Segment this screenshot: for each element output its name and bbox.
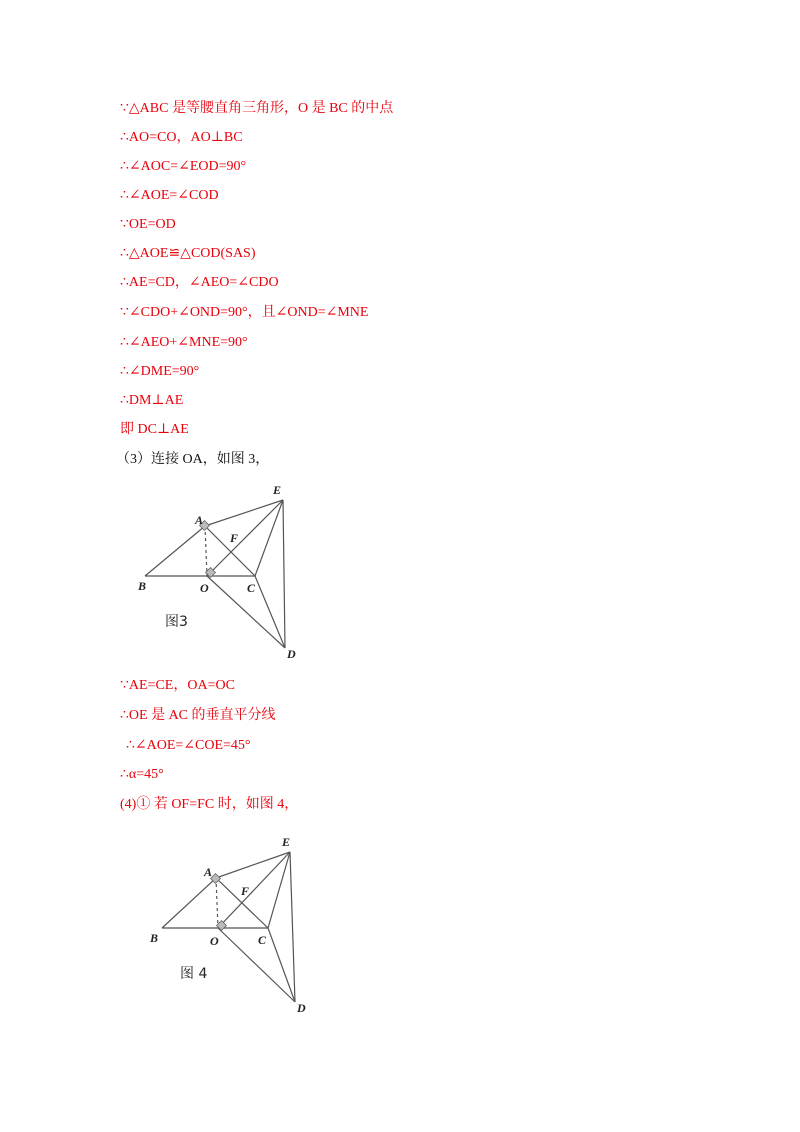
- proof-line: ∴AO=CO，AO⊥BC: [120, 130, 243, 145]
- figure-caption: 图3: [165, 614, 188, 630]
- proof-line: ∵AE=CE，OA=OC: [120, 678, 235, 693]
- proof-line: ∴∠AEO+∠MNE=90°: [120, 335, 248, 350]
- segment-ao-dashed: [205, 526, 207, 576]
- segment-ae: [216, 852, 290, 878]
- segment-ae: [205, 500, 283, 526]
- segment-cd: [255, 576, 285, 648]
- point-label-f: F: [230, 531, 239, 545]
- point-label-a: A: [195, 513, 204, 527]
- segment-ab: [145, 526, 205, 576]
- segment-od: [207, 576, 285, 648]
- point-label-d: D: [297, 1001, 306, 1015]
- proof-line: ∴△AOE≌△COD(SAS): [120, 246, 256, 261]
- segment-ed: [283, 500, 285, 648]
- point-label-b: B: [138, 579, 147, 593]
- segment-od: [218, 928, 295, 1002]
- section-heading-part4: (4)① 若 OF=FC 时，如图 4，: [120, 797, 299, 812]
- geometry-figure-3: [135, 480, 315, 665]
- point-label-e: E: [282, 835, 291, 849]
- segment-cd: [268, 928, 295, 1002]
- proof-line: ∵△ABC 是等腰直角三角形，O 是 BC 的中点: [120, 101, 394, 116]
- proof-line: 即 DC⊥AE: [120, 422, 189, 437]
- point-label-c: C: [247, 581, 256, 595]
- geometry-figure-4: [140, 832, 325, 1017]
- point-label-o: O: [200, 581, 209, 595]
- point-label-o: O: [210, 934, 219, 948]
- point-label-b: B: [150, 931, 159, 945]
- proof-line: ∴∠AOE=∠COD: [120, 188, 219, 203]
- point-label-e: E: [273, 483, 282, 497]
- proof-line: ∴α=45°: [120, 767, 164, 782]
- proof-line: ∴OE 是 AC 的垂直平分线: [120, 708, 276, 723]
- point-label-c: C: [258, 933, 267, 947]
- figure-3-diagram: [135, 480, 315, 665]
- proof-line: ∴DM⊥AE: [120, 393, 184, 408]
- proof-line: ∴∠AOC=∠EOD=90°: [120, 159, 247, 174]
- segment-ec: [255, 500, 283, 576]
- segment-ed: [290, 852, 295, 1002]
- segment-ab: [162, 878, 216, 928]
- proof-line: ∵∠CDO+∠OND=90°，且∠OND=∠MNE: [120, 305, 369, 320]
- figure-4-diagram: [140, 832, 325, 1017]
- segment-ao-dashed: [216, 878, 218, 928]
- point-label-a: A: [204, 865, 213, 879]
- proof-line: ∴AE=CD，∠AEO=∠CDO: [120, 275, 279, 290]
- figure-caption: 图 4: [180, 966, 208, 982]
- segment-eo: [207, 500, 283, 576]
- point-label-f: F: [241, 884, 250, 898]
- point-label-d: D: [287, 647, 296, 661]
- proof-line: ∵OE=OD: [120, 217, 176, 232]
- proof-line: ∴∠DME=90°: [120, 364, 200, 379]
- section-heading-part3: （3）连接 OA，如图 3，: [116, 452, 270, 467]
- proof-line: ∴∠AOE=∠COE=45°: [126, 738, 251, 753]
